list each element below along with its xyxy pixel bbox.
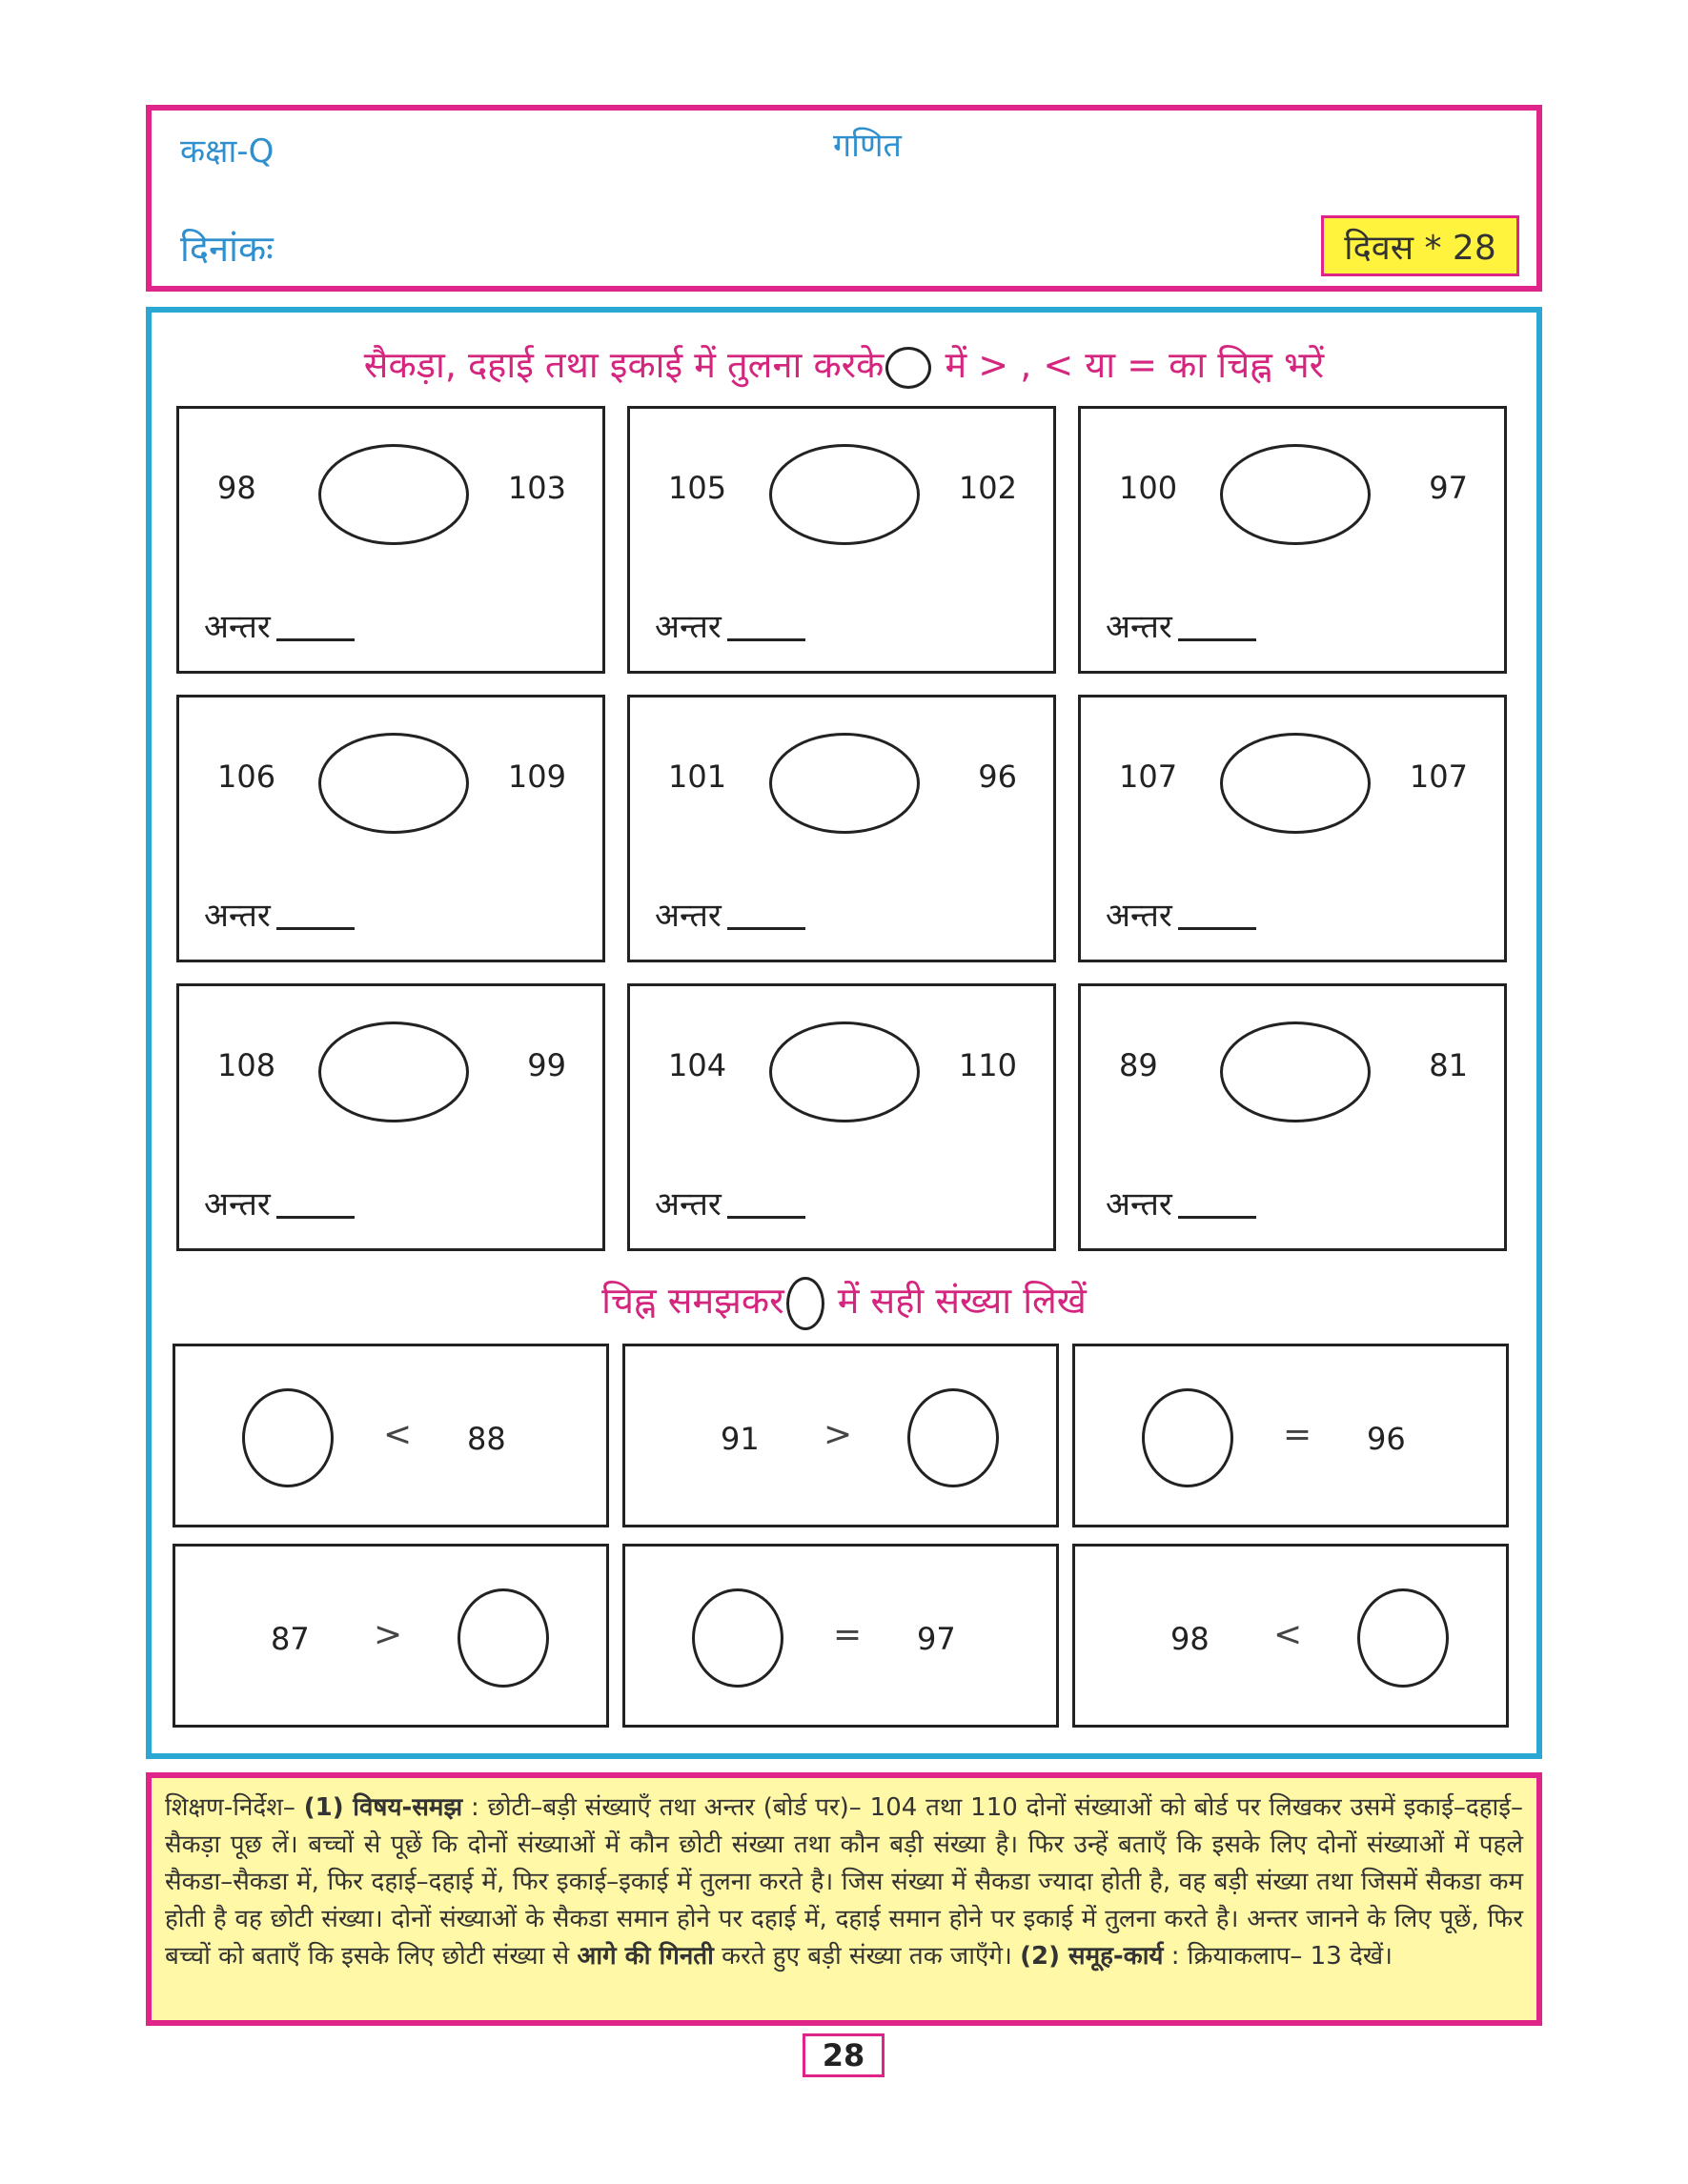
difference-label: अन्तर xyxy=(1106,1185,1172,1223)
answer-oval[interactable] xyxy=(1220,733,1371,834)
right-number: 81 xyxy=(1429,1047,1468,1083)
note-part1-text: : छोटी–बड़ी संख्याएँ तथा अन्तर (बोर्ड पर)– 104 तथा 110 दोनों संख्याओं को बोर्ड पर लिखकर उसमें इकाई–दहाई–सैकड़ा पूछ लें। बच्चों से पूछें कि दोनों संख्याओं में कौन छोटी संख्या तथा कौन बड़ी संख्या है। फिर उन्हें बताएँ कि इसके लिए दोनों संख्याओं में पहले सैकडा–सैकडा में, फिर दहाई–दहाई में, फिर इकाई–इकाई में तुलना करते है। जिस संख्या में सैकडा ज्यादा होती है, वह बड़ी संख्या तथा जिसमें सैकडा कम होती है वह छोटी संख्या। दोनों संख्याओं के सैकडा समान होने पर दहाई में, दहाई समान होने पर इकाई में तुलना करते है। अन्तर जानने के लिए पूछें, फिर बच्चों को बताएँ कि इसके लिए छोटी संख्या से xyxy=(165,1793,1524,1971)
right-number: 97 xyxy=(1429,470,1468,506)
difference-row xyxy=(204,603,355,647)
difference-blank[interactable] xyxy=(727,927,805,930)
left-number: 98 xyxy=(217,470,256,506)
fill-in-box xyxy=(622,1544,1059,1728)
note-bold-phrase: आगे की गिनती xyxy=(577,1942,714,1971)
left-number: 104 xyxy=(668,1047,727,1083)
right-number: 99 xyxy=(527,1047,566,1083)
right-number: 109 xyxy=(507,758,566,795)
fill-in-box xyxy=(173,1344,609,1527)
left-number: 101 xyxy=(668,758,727,795)
difference-blank[interactable] xyxy=(1178,927,1256,930)
comparison-box xyxy=(627,695,1056,962)
difference-label: अन्तर xyxy=(204,1185,271,1223)
comparison-box xyxy=(176,695,605,962)
section2-instruction-before: चिह्न समझकर xyxy=(601,1280,784,1322)
note-part1-title: (1) विषय-समझ xyxy=(303,1793,463,1822)
difference-blank[interactable] xyxy=(276,927,355,930)
given-number: 97 xyxy=(917,1621,956,1657)
circle-icon xyxy=(786,1277,824,1330)
difference-row xyxy=(655,892,805,936)
difference-blank[interactable] xyxy=(1178,638,1256,641)
difference-row xyxy=(1106,1181,1256,1224)
difference-label: अन्तर xyxy=(204,897,271,935)
right-number: 110 xyxy=(958,1047,1017,1083)
comparison-symbol: < xyxy=(383,1415,413,1454)
circle-icon xyxy=(885,347,931,389)
note-part2-text: : क्रियाकलाप– 13 देखें। xyxy=(1170,1942,1393,1971)
date-label: दिनांकः xyxy=(180,228,274,270)
section1-instruction-before: सैकड़ा, दहाई तथा इकाई में तुलना करके xyxy=(363,344,885,386)
class-label: कक्षा-Q xyxy=(180,132,275,171)
comparison-box xyxy=(1078,983,1507,1251)
comparison-symbol: > xyxy=(374,1615,403,1654)
difference-row xyxy=(204,892,355,936)
answer-oval[interactable] xyxy=(318,1021,469,1122)
comparison-symbol: = xyxy=(833,1615,863,1654)
day-badge: दिवस * 28 xyxy=(1321,215,1519,276)
fill-in-box xyxy=(622,1344,1059,1527)
right-number: 107 xyxy=(1409,758,1468,795)
left-number: 89 xyxy=(1119,1047,1158,1083)
answer-oval[interactable] xyxy=(1220,444,1371,545)
difference-row xyxy=(1106,892,1256,936)
difference-blank[interactable] xyxy=(276,638,355,641)
section2-instruction xyxy=(152,1275,1536,1330)
teaching-note xyxy=(146,1772,1542,2026)
left-number: 105 xyxy=(668,470,727,506)
section1-instruction xyxy=(152,339,1536,389)
right-number: 96 xyxy=(978,758,1017,795)
answer-oval[interactable] xyxy=(1220,1021,1371,1122)
difference-row xyxy=(655,603,805,647)
answer-circle[interactable] xyxy=(458,1588,549,1688)
difference-blank[interactable] xyxy=(1178,1216,1256,1219)
difference-row xyxy=(655,1181,805,1224)
answer-oval[interactable] xyxy=(769,444,920,545)
difference-blank[interactable] xyxy=(727,1216,805,1219)
comparison-box xyxy=(176,406,605,674)
comparison-symbol: < xyxy=(1273,1615,1303,1654)
answer-circle[interactable] xyxy=(242,1388,334,1487)
answer-circle[interactable] xyxy=(907,1388,999,1487)
note-lead: शिक्षण-निर्देश– xyxy=(165,1793,295,1822)
difference-blank[interactable] xyxy=(727,638,805,641)
left-number: 107 xyxy=(1119,758,1178,795)
fill-in-box xyxy=(1072,1344,1509,1527)
right-number: 103 xyxy=(507,470,566,506)
comparison-box xyxy=(1078,406,1507,674)
answer-circle[interactable] xyxy=(692,1588,783,1688)
difference-label: अन्तर xyxy=(655,608,722,646)
left-number: 106 xyxy=(217,758,276,795)
difference-label: अन्तर xyxy=(655,1185,722,1223)
answer-oval[interactable] xyxy=(769,733,920,834)
comparison-box xyxy=(627,406,1056,674)
difference-label: अन्तर xyxy=(1106,897,1172,935)
note-part2-title: (2) समूह-कार्य xyxy=(1020,1942,1164,1971)
answer-oval[interactable] xyxy=(769,1021,920,1122)
difference-label: अन्तर xyxy=(655,897,722,935)
subject-label: गणित xyxy=(833,127,902,165)
page-number: 28 xyxy=(803,2033,885,2077)
note-part1-end: करते हुए बड़ी संख्या तक जाएँगे। xyxy=(722,1942,1021,1971)
section2-instruction-after: में सही संख्या लिखें xyxy=(837,1280,1087,1322)
comparison-box xyxy=(627,983,1056,1251)
answer-circle[interactable] xyxy=(1142,1388,1233,1487)
fill-in-box xyxy=(173,1544,609,1728)
header-box xyxy=(146,105,1542,292)
given-number: 91 xyxy=(721,1421,760,1457)
worksheet-box xyxy=(146,307,1542,1759)
comparison-symbol: > xyxy=(824,1415,853,1454)
comparison-box xyxy=(176,983,605,1251)
right-number: 102 xyxy=(958,470,1017,506)
left-number: 100 xyxy=(1119,470,1178,506)
given-number: 87 xyxy=(271,1621,310,1657)
section1-instruction-after: में > , < या = का चिह्न भरें xyxy=(945,344,1325,386)
difference-label: अन्तर xyxy=(204,608,271,646)
difference-row xyxy=(1106,603,1256,647)
answer-oval[interactable] xyxy=(318,733,469,834)
comparison-box xyxy=(1078,695,1507,962)
given-number: 88 xyxy=(467,1421,506,1457)
left-number: 108 xyxy=(217,1047,276,1083)
fill-in-box xyxy=(1072,1544,1509,1728)
difference-blank[interactable] xyxy=(276,1216,355,1219)
comparison-symbol: = xyxy=(1283,1415,1312,1454)
difference-label: अन्तर xyxy=(1106,608,1172,646)
answer-oval[interactable] xyxy=(318,444,469,545)
answer-circle[interactable] xyxy=(1357,1588,1449,1688)
given-number: 96 xyxy=(1367,1421,1406,1457)
difference-row xyxy=(204,1181,355,1224)
given-number: 98 xyxy=(1170,1621,1210,1657)
